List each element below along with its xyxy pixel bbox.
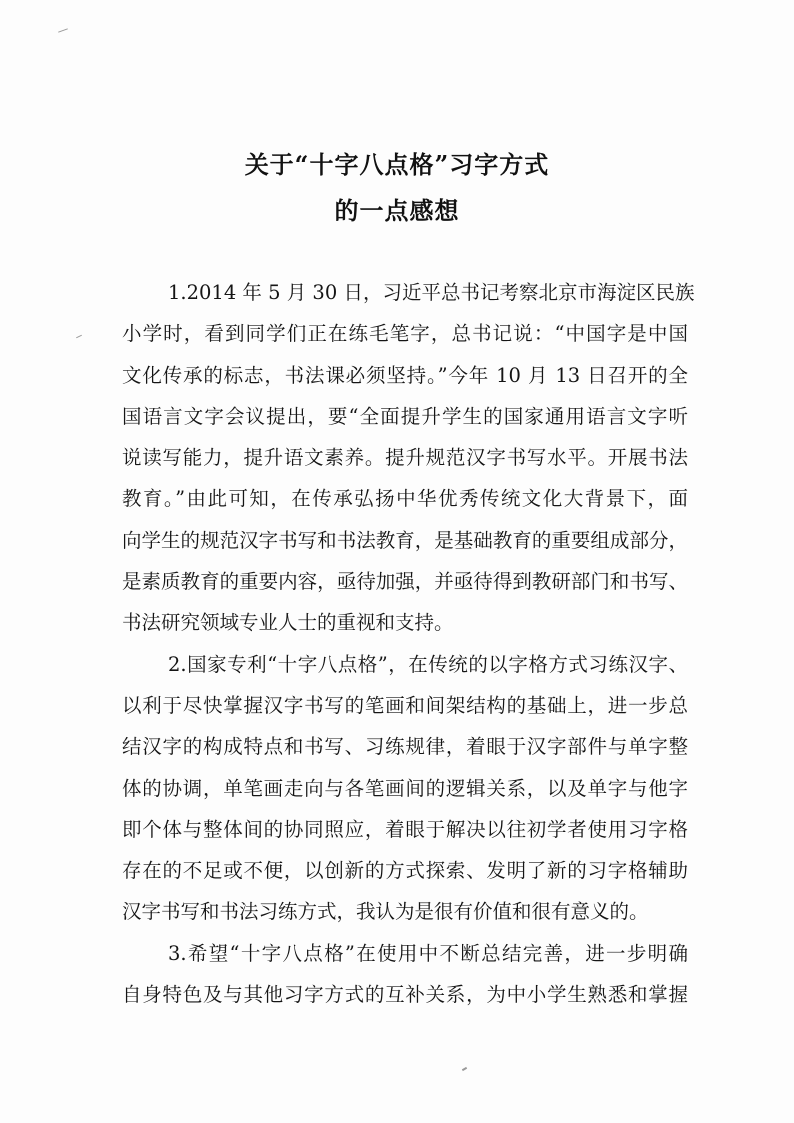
text-line: 书法研究领域专业人士的重视和支持。 [122, 611, 454, 635]
document-body [122, 272, 695, 1015]
paragraph-2 [122, 644, 688, 933]
document-title [0, 142, 794, 234]
text-line: 汉字书写和书法习练方式，我认为是很有价值和很有意义的。 [122, 900, 649, 924]
scan-speck [76, 335, 82, 338]
text-line: 小学时，看到同学们正在练毛笔字，总书记说：“中国字是中国 [122, 322, 688, 346]
text-line: 结汉字的构成特点和书写、习练规律，着眼于汉字部件与单字整 [122, 735, 688, 759]
scan-speck [462, 1067, 467, 1071]
text-line: 1.2014 年 5 月 30 日，习近平总书记考察北京市海淀区民族 [168, 281, 695, 304]
text-line: 自身特色及与其他习字方式的互补关系，为中小学生熟悉和掌握 [122, 983, 688, 1007]
text-line: 2.国家专利“十字八点格”，在传统的以字格方式习练汉字、 [168, 652, 688, 676]
text-line: 存在的不足或不便，以创新的方式探索、发明了新的习字格辅助 [122, 859, 688, 883]
text-line: 说读写能力，提升语文素养。提升规范汉字书写水平。开展书法 [122, 446, 688, 470]
text-line: 是素质教育的重要内容，亟待加强，并亟待得到教研部门和书写、 [122, 570, 688, 594]
text-line: 文化传承的标志，书法课必须坚持。”今年 10 月 13 日召开的全 [122, 363, 688, 387]
scan-speck [58, 28, 68, 32]
title-line-1: 关于“十字八点格”习字方式 [244, 150, 550, 179]
paragraph-3 [122, 933, 688, 1016]
text-line: 3.希望“十字八点格”在使用中不断总结完善，进一步明确 [168, 941, 688, 965]
text-line: 教育。”由此可知，在传承弘扬中华优秀传统文化大背景下，面 [122, 487, 688, 511]
text-line: 向学生的规范汉字书写和书法教育，是基础教育的重要组成部分， [122, 528, 688, 552]
title-line-2: 的一点感想 [334, 196, 460, 225]
text-line: 体的协调，单笔画走向与各笔画间的逻辑关系，以及单字与他字 [122, 776, 688, 800]
text-line: 即个体与整体间的协同照应，着眼于解决以往初学者使用习字格 [122, 817, 688, 841]
text-line: 以利于尽快掌握汉字书写的笔画和间架结构的基础上，进一步总 [122, 693, 688, 717]
text-line: 国语言文字会议提出，要“全面提升学生的国家通用语言文字听 [122, 404, 688, 428]
paragraph-1 [122, 272, 695, 644]
